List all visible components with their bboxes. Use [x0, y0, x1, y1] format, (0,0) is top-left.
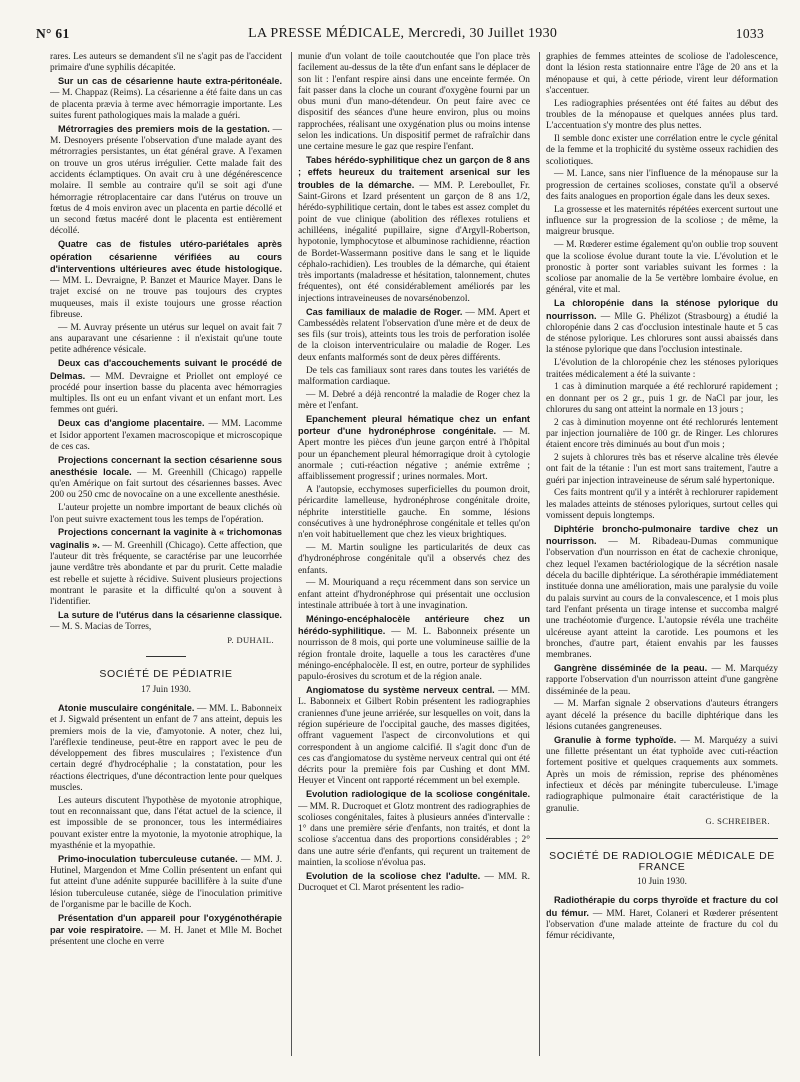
paragraph: 1 cas à diminution marquée a été rechloruré rapidement ; en donnant per os 2 gr., puis 1 gr. de NaCl par jour, les chlorures du sang ont atteint la normale en 13 jours ;: [546, 382, 778, 415]
section-date: 17 Juin 1930.: [141, 683, 191, 694]
column-rule: [291, 52, 292, 1056]
paragraph: La chloropénie dans la sténose pylorique du nourrisson. — Mlle G. Phélizot (Strasbourg) a étudié la chloropénie dans 2 cas d'occlusion intestinale haute et 5 cas de sténose pylorique. Les chlorures sont aussi abaissés dans la sténose pylorique que dans l'occlusion intestinale.: [546, 298, 778, 356]
signature: P. DUHAIL.: [227, 635, 274, 646]
item-heading: Deux cas d'angiome placentaire.: [58, 418, 205, 429]
section-date: 10 Juin 1930.: [637, 876, 687, 887]
item-heading: Diphtérie broncho-pulmonaire tardive chez un nourrisson.: [546, 523, 778, 547]
paragraph: Angiomatose du système nerveux central. — MM. L. Babonneix et Gilbert Robin présentent les radiographies craniennes d'une jeune arriérée, sur lesquelles on voit, dans la région supérieure de l'occipital gauche, des masses digitées, offrant vaguement l'aspect de circonvolutions et qui correspondent à un angiome calcifié. Il s'agit donc d'un de ces cas d'angiomatose du système nerveux central qui ont été décrits pour la première fois par Cushing et dont MM. Heuyer et Vincent ont rapporté récemment un bel exemple.: [298, 685, 530, 787]
paragraph: — M. Lance, sans nier l'influence de la ménopause sur la progression de certaines scolioses, constate qu'il a observé des faits analogues en proportion égale dans les deux sexes.: [546, 169, 778, 203]
page-header: [36, 22, 764, 46]
paragraph: rares. Les auteurs se demandent s'il ne s'agit pas de l'accident primaire d'une syphilis décapitée.: [50, 52, 282, 74]
journal-title: LA PRESSE MÉDICALE, Mercredi, 30 Juillet 1930: [248, 26, 558, 41]
section-divider: [546, 838, 778, 839]
item-heading: Granulie à forme typhoïde.: [554, 734, 677, 745]
item-heading: Gangrène disséminée de la peau.: [554, 662, 708, 673]
paragraph: Primo-inoculation tuberculeuse cutanée. — MM. J. Hutinel, Margendon et Mme Collin présentent un enfant qui fut atteint d'une adénite suppurée bacillifère à la suite d'une lésion tuberculeuse cutanée, siège de l'inoculation primitive de l'organisme par le bacille de Koch.: [50, 853, 282, 910]
paragraph: graphies de femmes atteintes de scoliose de l'adolescence, dont la lésion resta stationnaire entre l'âge de 20 ans et la ménopause et qui, à cette période, virent leur déformation s'accentuer.: [546, 52, 778, 96]
issue-number: N° 61: [36, 26, 70, 41]
paragraph: munie d'un volant de toile caoutchoutée que l'on place très facilement au-dessus de la tête d'un enfant sans le déplacer de son lit : l'enfant respire ainsi dans une enceinte fermée. On fait passer dans la cloche un courant d'oxygène fourni par un obus muni d'un mano-détendeur. On peut faire avec ce dispositif des séances d'une heure environ, plus ou moins rapprochées, réalisant une oxygénation plus ou moins intense selon les indications. Un dispositif permet de rafraîchir dans une certaine mesure le gaz que respire l'enfant.: [298, 52, 530, 153]
paragraph: Il semble donc exister une corrélation entre le cycle génital de la femme et la trophicité du système osseux rachidien des scoliotiques.: [546, 134, 778, 167]
signature: G. SCHREIBER.: [705, 816, 770, 827]
paragraph: Méningo-encéphalocèle antérieure chez un hérédo-syphilitique. — M. L. Babonneix présente un nourrisson de 8 mois, qui porte une volumineuse saillie de la région frontale droite, laquelle a tous les caractères d'une méningo-encéphalocèle. Il est, en outre, porteur de syphilides papulo-érosives du scrotum et de la région anale.: [298, 613, 530, 683]
column-left: [50, 52, 282, 1076]
item-heading: Deux cas d'accouchements suivant le procédé de Delmas.: [50, 358, 282, 381]
item-heading: Evolution radiologique de la scoliose congénitale.: [306, 789, 530, 800]
item-heading: Projections concernant la vaginite à « trichomonas vaginalis ».: [50, 527, 282, 550]
paragraph: Les auteurs discutent l'hypothèse de myotonie atrophique, tout en reconnaissant que, dans l'état actuel de la science, il est impossible de se prononcer, tous les intermédiaires pouvant exister entre la myotonie, la myotonie atrophique, la myasthénie et la myopathie.: [50, 795, 282, 851]
paragraph: Evolution de la scoliose chez l'adulte. — MM. R. Ducroquet et Cl. Marot présentent les radio-: [298, 870, 530, 894]
item-heading: La chloropénie dans la sténose pylorique du nourrisson.: [546, 298, 778, 321]
paragraph: Gangrène disséminée de la peau. — M. Marquézy rapporte l'observation d'un nourrisson atteint d'une gangrène disséminée de la peau.: [546, 662, 778, 697]
paragraph: Tabes hérédo-syphilitique chez un garçon de 8 ans ; effets heureux du traitement arsenical sur les troubles de la démarche. — MM. P. Lereboullet, Fr. Saint-Girons et Izard présentent un garçon de 8 ans 1/2, hérédo-syphilitique certain, dont le tabes est assez complet du point de vue clinique (abolition des réflexes rotuliens et achilléens, inégalité pupillaire, signe d'Argyll-Robertson, hypotonie, lymphocytose et albuminose rachidienne, réaction de Bordet-Wassermann positive dans le sang et le liquide céphalo-rachidien). Les troubles de la démarche, qui étaient très importants (maladresse et hésitation, talonnement, chutes fréquentes), ont été considérablement améliorés par les injections intraveineuses de novarsénobenzol.: [298, 155, 530, 304]
item-heading: Quatre cas de fistules utéro-pariétales après opération césarienne vérifiées au cours d'interventions ultérieures avec étude histologique.: [50, 239, 282, 274]
paragraph: — M. Martin souligne les particularités de deux cas d'hydronéphrose congénitale qu'il a observés chez des enfants.: [298, 542, 530, 576]
paragraph: Sur un cas de césarienne haute extra-péritonéale. — M. Chappaz (Reims). La césarienne a été faite dans un cas de placenta prævia à terme avec hémorragie importante. Les suites furent pathologiques mais la malade a guéri.: [50, 76, 282, 121]
item-heading: Primo-inoculation tuberculeuse cutanée.: [58, 853, 238, 864]
item-heading: Evolution de la scoliose chez l'adulte.: [306, 870, 481, 881]
paragraph: Deux cas d'accouchements suivant le procédé de Delmas. — MM. Devraigne et Priollet ont employé ce procédé pour insertion basse du placenta avec hémorragies multiples. Ils ont eu un enfant vivant et un enfant mort. Les femmes ont guéri.: [50, 358, 282, 416]
paragraph: Epanchement pleural hématique chez un enfant porteur d'une hydronéphrose congénitale. — M. Apert montre les pièces d'un jeune garçon entré à l'hôpital pour un épanchement pleural hémorragique droit à cytologie anormale ; cuti-réaction négative ; anémie extrême ; affaiblissement progressif ; urines normales. Mort.: [298, 413, 530, 483]
paragraph: Radiothérapie du corps thyroïde et fracture du col du fémur. — MM. Haret, Colaneri et Rœderer présentent l'observation d'une malade atteinte de fracture du col du fémur récidivante,: [546, 895, 778, 942]
paragraph: Projections concernant la section césarienne sous anesthésie locale. — M. Greenhill (Chicago) rappelle qu'en Amérique on fait surtout des césariennes basses. Avec 200 ou 250 cmc de novocaïne on a une excellente anesthésie.: [50, 454, 282, 501]
paragraph: 2 cas à diminution moyenne ont été rechlorurés lentement par injection journalière de 100 gr. de Ringer. Les chlorures étaient encore très diminués au bout d'un mois ;: [546, 417, 778, 451]
item-heading: Cas familiaux de maladie de Roger.: [306, 306, 463, 317]
item-heading: Méningo-encéphalocèle antérieure chez un hérédo-syphilitique.: [298, 613, 530, 637]
section-title: SOCIÉTÉ DE PÉDIATRIE: [99, 668, 233, 681]
article-columns: [50, 52, 778, 1076]
paragraph: Granulie à forme typhoïde. — M. Marquézy a suivi une fillette présentant un état typhoïde avec cuti-réaction fortement positive et quelques craquements aux sommets. Après un mois de rémission, reprise des phénomènes infectieux et décès par méningite tuberculeuse. L'image radiographique pulmonaire était caractéristique de la granulie.: [546, 734, 778, 814]
column-middle: [298, 52, 530, 1076]
item-heading: La suture de l'utérus dans la césarienne classique.: [58, 609, 282, 620]
paragraph: Diphtérie broncho-pulmonaire tardive chez un nourrisson. — M. Ribadeau-Dumas communique l'observation d'un nourrisson en état de cachexie chronique, chez lequel l'examen bactériologique de la sécrétion nasale décela du bacille diphtérique. La sérothérapie immédiatement instituée donna une amélioration, mais une paralysie du voile du palais survint au cours de la convalescence, et 1 mois plus tard l'enfant présenta un tirage intense et succomba malgré une trachéotomie d'urgence. L'autopsie révéla une trachéite ulcéreuse ayant atteint la carotide. Les poumons et les bronches, d'autre part, étaient envahis par les fausses membranes.: [546, 523, 778, 661]
paragraph: Projections concernant la vaginite à « trichomonas vaginalis ». — M. Greenhill (Chicago). Cette affection, que l'auteur dit très fréquente, se caractérise par une leucorrhée jaune verdâtre très abondante et par du prurit. Cette maladie est rebelle et sujette à récidive. Suivent plusieurs projections montrant le parasite et la difficulté qu'on a souvent à l'identifier.: [50, 527, 282, 608]
paragraph: La grossesse et les maternités répétées exercent surtout une influence sur la progression de la scoliose ; de même, la maigreur brusque.: [546, 204, 778, 238]
section-divider: [146, 656, 186, 657]
item-heading: Sur un cas de césarienne haute extra-péritonéale.: [58, 76, 282, 87]
paragraph: Présentation d'un appareil pour l'oxygénothérapie par voie respiratoire. — M. H. Janet et Mlle M. Bochet présentent une cloche en verre: [50, 912, 282, 948]
item-heading: Présentation d'un appareil pour l'oxygénothérapie par voie respiratoire.: [50, 912, 282, 936]
paragraph: Atonie musculaire congénitale. — MM. L. Babonneix et J. Sigwald présentent un enfant de 7 ans atteint, depuis les premiers mois de la vie, d'amyotonie. A noter, chez lui, l'aréflexie tendineuse, peut-être en rapport avec le peu de développement des fibres musculaires ; l'existence d'un certain degré d'hydrocéphalie ; la constatation, pour les réactions électriques, d'une décontraction lente pour quelques muscles.: [50, 702, 282, 794]
paragraph: L'évolution de la chloropénie chez les sténoses pyloriques traitées médicalement a été la suivante :: [546, 358, 778, 380]
paragraph: Deux cas d'angiome placentaire. — MM. Lacomme et Isidor apportent l'examen macroscopique et microscopique de ces cas.: [50, 418, 282, 452]
page-number: 1033: [735, 26, 764, 41]
paragraph: La suture de l'utérus dans la césarienne classique. — M. S. Macias de Torres,: [50, 609, 282, 633]
item-heading: Epanchement pleural hématique chez un enfant porteur d'une hydronéphrose congénitale.: [298, 413, 530, 436]
item-heading: Projections concernant la section césarienne sous anesthésie locale.: [50, 454, 282, 477]
column-rule: [539, 52, 540, 1056]
paragraph: De tels cas familiaux sont rares dans toutes les variétés de malformation cardiaque.: [298, 365, 530, 387]
item-heading: Atonie musculaire congénitale.: [58, 702, 195, 713]
item-heading: Angiomatose du système nerveux central.: [306, 685, 495, 696]
column-right: [546, 52, 778, 1076]
section-title: SOCIÉTÉ DE RADIOLOGIE MÉDICALE DE FRANCE: [549, 849, 775, 873]
paragraph: — M. Rœderer estime également qu'on oublie trop souvent que la scoliose évolue durant toute la vie. L'évolution et le pronostic à porter sont variables suivant les formes : la scoliose par anomalie de la 5e vertèbre lombaire évolue, en général, vite et mal.: [546, 240, 778, 296]
paragraph: Ces faits montrent qu'il y a intérêt à rechlorurer rapidement les malades atteints de sténoses pyloriques, surtout celles qui vomissent depuis longtemps.: [546, 488, 778, 522]
paragraph: L'auteur projette un nombre important de beaux clichés où l'on peut suivre exactement tous les temps de l'opération.: [50, 503, 282, 525]
paragraph: — M. Mouriquand a reçu récemment dans son service un enfant atteint d'hydronéphrose qui présentait une occlusion intestinale attribuée à tort à une invagination.: [298, 578, 530, 611]
paragraph: Quatre cas de fistules utéro-pariétales après opération césarienne vérifiées au cours d'interventions ultérieures avec étude histologique. — MM. L. Devraigne, P. Banzet et Maurice Mayer. Dans le trajet excisé on ne trouve pas toujours des cryptes muqueuses, mais il existe toujours une grosse réaction fibreuse.: [50, 239, 282, 321]
paragraph: Cas familiaux de maladie de Roger. — MM. Apert et Cambessédès relatent l'observation d'une mère et de deux de ses fils (sur trois), atteints tous les trois de perforation isolée de la cloison interventriculaire ou maladie de Roger. Les deux enfants malformés sont de deux pères différents.: [298, 306, 530, 363]
paragraph: A l'autopsie, ecchymoses superficielles du poumon droit, péricardite lamelleuse, hydronéphrose congénitale droite, néphrite interstitielle gauche. En somme, lésions consécutives à une hydronéphrose congénitale et telles qu'on n'en voit habituellement que chez les vieux brightiques.: [298, 484, 530, 541]
item-heading: Radiothérapie du corps thyroïde et fracture du col du fémur.: [546, 895, 778, 918]
paragraph: Evolution radiologique de la scoliose congénitale. — MM. R. Ducroquet et Glotz montrent des radiographies de scolioses congénitales, faites à plusieurs années d'intervalle : 1° dans une première série d'enfants, non traités, et dont la scoliose s'accentua dans des proportions considérables ; 2° dans une autre série d'enfants, qui reçurent un traitement de maintien, la scoliose n'évolua pas.: [298, 789, 530, 868]
item-heading: Métrorragies des premiers mois de la gestation.: [58, 123, 270, 134]
paragraph: 2 sujets à chlorures très bas et réserve alcaline très élevée ont fait de la tétanie : l'un est mort sans traitement, l'autre a guéri par injection intraveineuse de sérum salé hypertonique.: [546, 453, 778, 486]
paragraph: Métrorragies des premiers mois de la gestation. — M. Desnoyers présente l'observation d'une malade ayant des métrorragies persistantes, un état général grave. A l'examen on trouve un gros utérus irrégulier. Cette malade fait des accidents éclamptiques. On avait cru à une dégénérescence molaire. Il semble au contraire qu'il se soit agi d'une hémorragie rétroplacentaire car dans l'utérus on trouve un fœtus de 4 mois environ avec un placenta en partie décollé et un second fœtus macéré dont le placenta est entièrement décollé.: [50, 123, 282, 237]
item-heading: Tabes hérédo-syphilitique chez un garçon de 8 ans ; effets heureux du traitement arsenical sur les troubles de la démarche.: [298, 155, 530, 190]
paragraph: — M. Debré a déjà rencontré la maladie de Roger chez la mère et l'enfant.: [298, 389, 530, 411]
paragraph: Les radiographies présentées ont été faites au début des troubles de la ménopause et quelques années plus tard. L'accentuation s'y montre des plus nettes.: [546, 98, 778, 132]
paragraph: — M. Auvray présente un utérus sur lequel on avait fait 7 ans auparavant une césarienne : il n'existait qu'une toute petite adhérence vésicale.: [50, 322, 282, 356]
paragraph: — M. Marfan signale 2 observations d'auteurs étrangers ayant décelé la présence du bacille diphtérique dans les lésions cutanées gangreneuses.: [546, 699, 778, 732]
